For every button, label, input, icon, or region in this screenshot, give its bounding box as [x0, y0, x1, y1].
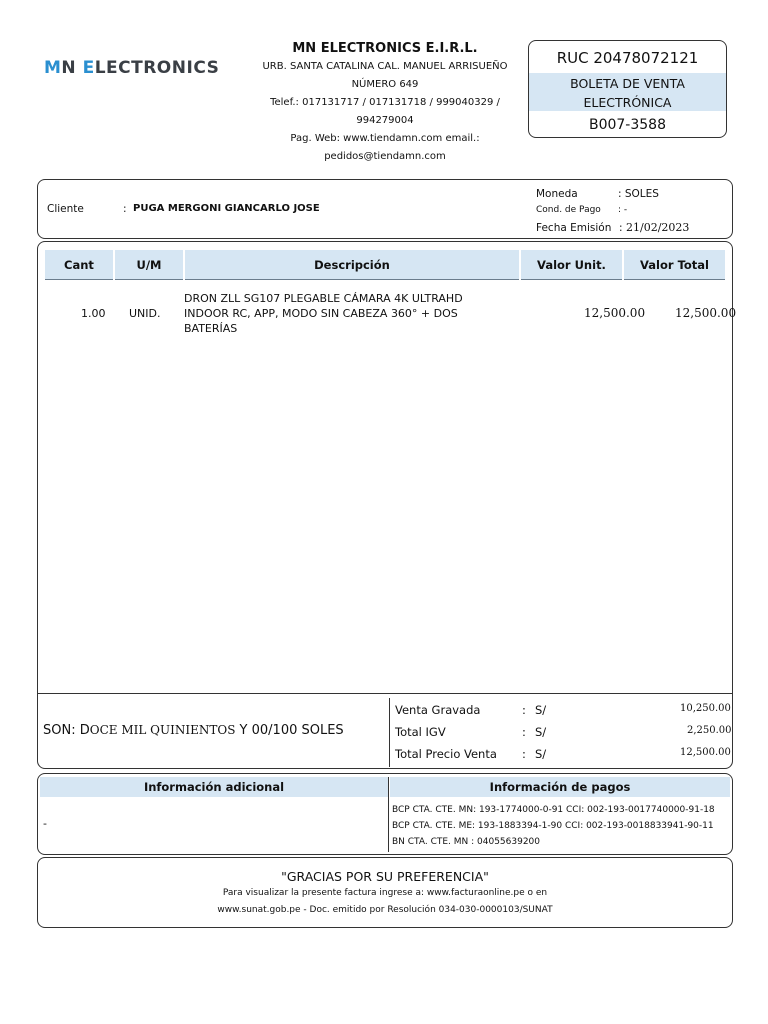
- row-qty: 1.00: [81, 307, 106, 320]
- logo-letter-m: M: [44, 58, 62, 78]
- company-header: [255, 40, 515, 166]
- bank-account-1: BCP CTA. CTE. MN: 193-1774000-0-91 CCI: 002-193-0017740000-91-18: [392, 805, 715, 815]
- document-number: B007-3588: [588, 117, 666, 133]
- footer-box: [37, 857, 733, 928]
- amount-words-initial: D: [79, 723, 90, 738]
- client-colon: :: [123, 203, 127, 215]
- additional-info-box: [37, 773, 733, 855]
- ruc-number: RUC 20478072121: [556, 49, 699, 67]
- amount-words-prefix: SON:: [43, 723, 80, 738]
- company-address-1: URB. SANTA CATALINA CAL. MANUEL ARRISUEÑO: [262, 61, 508, 72]
- document-type-line-2: ELECTRÓNICA: [583, 95, 672, 110]
- taxable-sale-currency: S/: [535, 703, 547, 717]
- row-total: 12,500.00: [675, 306, 737, 320]
- col-header-qty: Cant: [45, 250, 113, 280]
- igv-value: 2,250.00: [687, 725, 732, 736]
- row-description-line-2: INDOOR RC, APP, MODO SIN CABEZA 360° + DOS: [184, 307, 458, 320]
- igv-colon: :: [522, 725, 526, 739]
- total-price-value: 12,500.00: [680, 747, 731, 758]
- company-phone-2: 994279004: [356, 115, 414, 126]
- table-row: [38, 289, 737, 349]
- info-divider: [388, 777, 389, 852]
- bank-account-3: BN CTA. CTE. MN : 04055639200: [392, 837, 540, 847]
- document-type-line-1: BOLETA DE VENTA: [570, 76, 685, 91]
- taxable-sale-colon: :: [522, 703, 526, 717]
- payment-info-header: Información de pagos: [390, 777, 730, 797]
- logo-rest: LECTRONICS: [94, 58, 220, 78]
- totals-divider: [38, 693, 732, 694]
- client-label: Cliente: [47, 203, 84, 215]
- bank-account-2: BCP CTA. CTE. ME: 193-1883394-1-90 CCI: 002-193-0018833941-90-11: [392, 821, 714, 831]
- total-price-currency: S/: [535, 747, 547, 761]
- logo-letter-e: E: [82, 58, 95, 78]
- totals-vertical-divider: [389, 698, 390, 767]
- items-table: [37, 241, 737, 769]
- currency-value: : SOLES: [618, 188, 659, 200]
- col-header-total: Valor Total: [624, 250, 725, 280]
- issue-date-label: Fecha Emisión: [536, 222, 612, 234]
- additional-info-value: -: [43, 817, 47, 830]
- document-type: [529, 73, 726, 111]
- total-price-colon: :: [522, 747, 526, 761]
- footer-line-2: www.sunat.gob.pe - Doc. emitido por Resolución 034-030-0000103/SUNAT: [217, 905, 553, 915]
- igv-label: Total IGV: [395, 725, 446, 739]
- total-price-label: Total Precio Venta: [395, 747, 497, 761]
- currency-label: Moneda: [536, 188, 578, 200]
- row-description-line-1: DRON ZLL SG107 PLEGABLE CÁMARA 4K ULTRAHD: [184, 292, 463, 305]
- amount-in-words: [43, 723, 344, 738]
- row-unit-price: 12,500.00: [584, 306, 646, 320]
- col-header-description: Descripción: [185, 250, 519, 280]
- company-logo: [44, 58, 219, 78]
- footer-line-1: Para visualizar la presente factura ingrese a: www.facturaonline.pe o en: [222, 888, 548, 898]
- taxable-sale-value: 10,250.00: [680, 703, 731, 714]
- thanks-message: "GRACIAS POR SU PREFERENCIA": [281, 869, 489, 884]
- row-description: [184, 291, 524, 336]
- issue-date-colon: :: [619, 222, 623, 234]
- amount-words-suffix: Y 00/100 SOLES: [235, 723, 344, 738]
- company-address-2: NÚMERO 649: [351, 79, 419, 90]
- bank-accounts: [392, 802, 715, 850]
- company-name: MN ELECTRONICS E.I.R.L.: [292, 41, 478, 56]
- company-web-1: Pag. Web: www.tiendamn.com email.:: [290, 133, 480, 144]
- col-header-unit: U/M: [115, 250, 183, 280]
- company-phone-1: Telef.: 017131717 / 017131718 / 999040329 /: [270, 97, 500, 108]
- payment-condition-value: : -: [618, 205, 628, 215]
- company-web-2: pedidos@tiendamn.com: [324, 151, 446, 162]
- client-info-box: [37, 179, 733, 239]
- issue-date-value: 21/02/2023: [626, 221, 690, 234]
- amount-words-text: OCE MIL QUINIENTOS: [89, 723, 236, 737]
- logo-letter-n: N: [61, 58, 83, 78]
- col-header-unit-price: Valor Unit.: [521, 250, 622, 280]
- taxable-sale-label: Venta Gravada: [395, 703, 481, 717]
- row-description-line-3: BATERÍAS: [184, 322, 238, 335]
- row-unit: UNID.: [129, 307, 161, 320]
- client-name: PUGA MERGONI GIANCARLO JOSE: [133, 203, 320, 214]
- document-id-box: [528, 40, 727, 138]
- igv-currency: S/: [535, 725, 547, 739]
- payment-condition-label: Cond. de Pago: [536, 205, 601, 215]
- additional-info-header: Información adicional: [40, 777, 388, 797]
